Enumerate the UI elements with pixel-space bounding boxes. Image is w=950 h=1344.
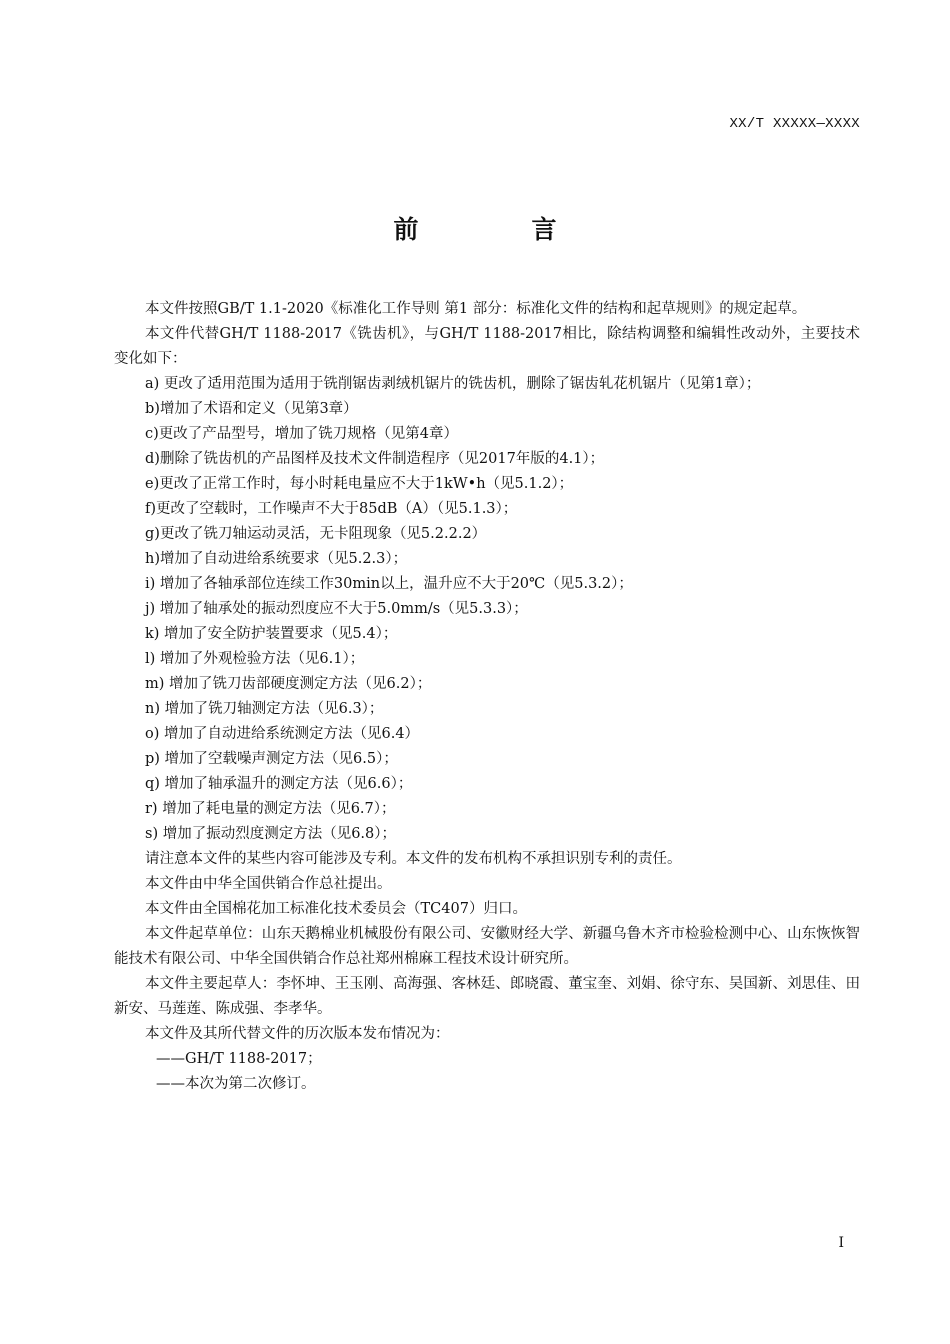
list-item: e)更改了正常工作时，每小时耗电量应不大于1kW•h（见5.1.2）； bbox=[145, 476, 574, 492]
note-paragraph: 请注意本文件的某些内容可能涉及专利。本文件的发布机构不承担识别专利的责任。 bbox=[145, 851, 682, 867]
list-item: d)删除了铣齿机的产品图样及技术文件制造程序（见2017年版的4.1）； bbox=[145, 451, 605, 467]
changes-list bbox=[114, 372, 860, 847]
list-item: s) 增加了振动烈度测定方法（见6.8）； bbox=[145, 826, 397, 842]
list-item: f)更改了空载时，工作噪声不大于85dB（A）（见5.1.3）； bbox=[145, 501, 518, 517]
list-item: o) 增加了自动进给系统测定方法（见6.4） bbox=[145, 726, 420, 742]
document-body bbox=[114, 297, 860, 1097]
list-item: m) 增加了铣刀齿部硬度测定方法（见6.2）； bbox=[145, 676, 432, 692]
drafters-paragraph: 本文件主要起草人：李怀坤、王玉刚、高海强、客林廷、郎晓霞、董宝奎、刘娟、徐守东、吴国新、刘思佳、田新安、马莲莲、陈成强、李孝华。 bbox=[114, 976, 860, 1017]
list-item: b)增加了术语和定义（见第3章） bbox=[145, 401, 358, 417]
list-item: j) 增加了轴承处的振动烈度应不大于5.0mm/s（见5.3.3）； bbox=[145, 601, 528, 617]
history-item: ——GH/T 1188-2017； bbox=[156, 1051, 322, 1067]
list-item: a) 更改了适用范围为适用于铣削锯齿剥绒机锯片的铣齿机，删除了锯齿轧花机锯片（见第1章）； bbox=[145, 376, 761, 392]
list-item: p) 增加了空载噪声测定方法（见6.5）； bbox=[145, 751, 398, 767]
list-item: g)更改了铣刀轴运动灵活，无卡阻现象（见5.2.2.2） bbox=[145, 526, 487, 542]
list-item: k) 增加了安全防护装置要求（见5.4）； bbox=[145, 626, 398, 642]
list-item: c)更改了产品型号，增加了铣刀规格（见第4章） bbox=[145, 426, 459, 442]
list-item: i) 增加了各轴承部位连续工作30min以上，温升应不大于20℃（见5.3.2）； bbox=[145, 576, 633, 592]
list-item: n) 增加了铣刀轴测定方法（见6.3）； bbox=[145, 701, 384, 717]
note-paragraph: 本文件由全国棉花加工标准化技术委员会（TC407）归口。 bbox=[145, 901, 527, 917]
page-title: 前 言 bbox=[393, 215, 601, 244]
drafting-units-paragraph: 本文件起草单位：山东天鹅棉业机械股份有限公司、安徽财经大学、新疆乌鲁木齐市检验检测中心、山东恢恢智能技术有限公司、中华全国供销合作总社郑州棉麻工程技术设计研究所。 bbox=[114, 926, 860, 967]
intro-paragraph: 本文件代替GH/T 1188-2017《铣齿机》，与GH/T 1188-2017相比，除结构调整和编辑性改动外，主要技术变化如下： bbox=[114, 326, 860, 367]
list-item: l) 增加了外观检验方法（见6.1）； bbox=[145, 651, 365, 667]
page-number: I bbox=[838, 1235, 844, 1251]
intro-paragraph: 本文件按照GB/T 1.1-2020《标准化工作导则 第1 部分：标准化文件的结构和起草规则》的规定起草。 bbox=[145, 301, 807, 317]
note-paragraph: 本文件由中华全国供销合作总社提出。 bbox=[145, 876, 392, 892]
list-item: r) 增加了耗电量的测定方法（见6.7）； bbox=[145, 801, 396, 817]
document-code: XX/T XXXXX—XXXX bbox=[729, 116, 860, 132]
list-item: q) 增加了轴承温升的测定方法（见6.6）； bbox=[145, 776, 413, 792]
history-item: ——本次为第二次修订。 bbox=[156, 1076, 316, 1092]
history-intro-paragraph: 本文件及其所代替文件的历次版本发布情况为： bbox=[145, 1026, 450, 1042]
list-item: h)增加了自动进给系统要求（见5.2.3）； bbox=[145, 551, 408, 567]
